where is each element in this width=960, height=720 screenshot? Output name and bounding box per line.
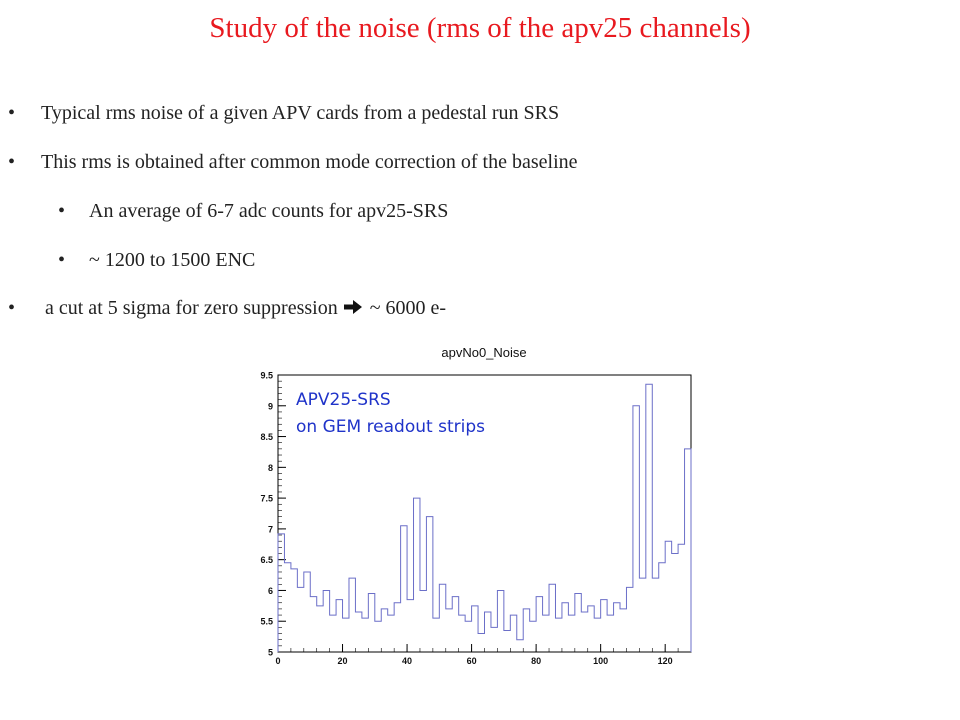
- histogram-bin: [543, 615, 549, 652]
- histogram-bin: [588, 606, 594, 652]
- bullet-text-before-arrow: a cut at 5 sigma for zero suppression: [45, 297, 338, 319]
- histogram-bin: [510, 615, 516, 652]
- y-tick-label: 5: [267, 647, 273, 658]
- histogram-bin: [388, 615, 394, 652]
- chart-annotation-line: APV25-SRS: [296, 390, 391, 410]
- bullet-text: ~ 1200 to 1500 ENC: [89, 249, 256, 271]
- x-tick-label: 40: [402, 656, 413, 666]
- histogram-bin: [317, 606, 323, 652]
- bullet-text: An average of 6-7 adc counts for apv25-SRS: [89, 200, 449, 222]
- y-tick-label: 6.5: [260, 555, 273, 566]
- histogram-bin: [562, 603, 568, 652]
- histogram-bin: [575, 594, 581, 652]
- bullet-dot: •: [58, 200, 66, 222]
- bullet-dot: •: [8, 151, 16, 173]
- histogram-bin: [375, 621, 381, 652]
- histogram-bin: [433, 618, 439, 652]
- histogram-bin: [323, 590, 329, 652]
- histogram-bin: [446, 609, 452, 652]
- histogram-bin: [304, 572, 310, 652]
- x-tick-label: 120: [657, 656, 673, 666]
- histogram-bin: [472, 606, 478, 652]
- histogram-bin: [568, 615, 574, 652]
- histogram-bin: [452, 597, 458, 652]
- histogram-bin: [485, 612, 491, 652]
- y-tick-label: 7: [267, 524, 273, 535]
- histogram-bin: [401, 526, 407, 652]
- histogram-bin: [659, 563, 665, 652]
- histogram-bin: [336, 600, 342, 652]
- histogram-bin: [652, 578, 658, 652]
- y-tick-label: 8.5: [260, 432, 273, 443]
- histogram-bin: [407, 600, 413, 652]
- x-tick-label: 60: [466, 656, 477, 666]
- histogram-bin: [278, 534, 284, 652]
- bullet-text: Typical rms noise of a given APV cards from a pedestal run SRS: [41, 102, 560, 124]
- y-tick-label: 6: [267, 585, 273, 596]
- histogram-bin: [678, 544, 684, 652]
- y-tick-label: 9: [267, 401, 273, 412]
- histogram-bin: [633, 406, 639, 652]
- histogram-bin: [555, 618, 561, 652]
- y-tick-label: 7.5: [260, 493, 273, 504]
- histogram-bin: [330, 615, 336, 652]
- histogram-bin: [620, 609, 626, 652]
- slide-title: Study of the noise (rms of the apv25 channels): [209, 12, 751, 44]
- histogram-bin: [478, 634, 484, 652]
- x-tick-label: 20: [337, 656, 348, 666]
- histogram-bin: [626, 587, 632, 652]
- histogram-bin: [394, 603, 400, 652]
- bullet-text-after-arrow: ~ 6000 e-: [369, 297, 447, 319]
- y-tick-label: 5.5: [260, 616, 273, 627]
- histogram-bin: [497, 590, 503, 652]
- histogram-bin: [426, 517, 432, 652]
- x-tick-label: 0: [275, 656, 281, 666]
- bullet-text: This rms is obtained after common mode correction of the baseline: [41, 151, 578, 173]
- histogram-bin: [343, 618, 349, 652]
- histogram-bin: [368, 594, 374, 652]
- histogram-bin: [420, 590, 426, 652]
- histogram-bin: [355, 612, 361, 652]
- y-tick-label: 8: [267, 462, 273, 473]
- histogram-bin: [291, 569, 297, 652]
- histogram-bin: [284, 563, 290, 652]
- histogram-bin: [310, 597, 316, 652]
- histogram-bin: [607, 615, 613, 652]
- bullet-dot: •: [58, 249, 66, 271]
- histogram-bin: [297, 587, 303, 652]
- chart-title: apvNo0_Noise: [441, 345, 527, 360]
- histogram-bin: [414, 498, 420, 652]
- histogram-bin: [614, 603, 620, 652]
- histogram-bin: [594, 618, 600, 652]
- histogram-bin: [536, 597, 542, 652]
- histogram-bin: [601, 600, 607, 652]
- bullet-dot: •: [8, 102, 16, 124]
- x-tick-label: 100: [593, 656, 609, 666]
- histogram-bin: [381, 609, 387, 652]
- histogram-bin: [530, 621, 536, 652]
- histogram-bin: [504, 630, 510, 652]
- histogram-bin: [523, 609, 529, 652]
- histogram-bin: [549, 584, 555, 652]
- x-tick-label: 80: [531, 656, 542, 666]
- histogram-bin: [465, 621, 471, 652]
- histogram-bin: [517, 640, 523, 652]
- histogram-bin: [672, 554, 678, 652]
- histogram-bin: [581, 612, 587, 652]
- histogram-bin: [639, 578, 645, 652]
- histogram-bin: [459, 615, 465, 652]
- chart-annotation-line: on GEM readout strips: [296, 417, 485, 437]
- bullet-dot: •: [8, 297, 16, 319]
- histogram-bin: [491, 627, 497, 652]
- histogram-bin: [349, 578, 355, 652]
- histogram-bin: [685, 449, 691, 652]
- histogram-bin: [665, 541, 671, 652]
- histogram-bin: [439, 584, 445, 652]
- y-tick-label: 9.5: [260, 370, 273, 381]
- histogram-bin: [362, 618, 368, 652]
- histogram-bin: [646, 384, 652, 652]
